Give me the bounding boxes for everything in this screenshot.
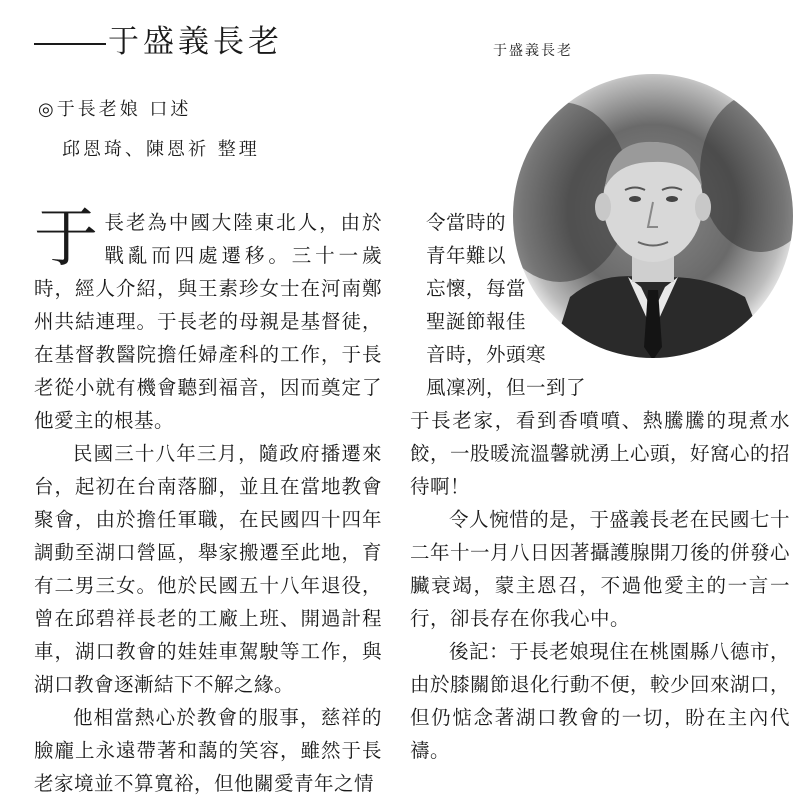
paragraph-6: 後記：于長老娘現住在桃園縣八德市，由於膝關節退化行動不便，較少回來湖口，但仍惦念著湖口教會的一切，盼在主內代禱。 (410, 640, 791, 762)
title-dash (34, 43, 106, 45)
right-column (410, 206, 790, 767)
paragraph-1 (34, 202, 382, 437)
article-title-text: 于盛義長老 (108, 24, 283, 60)
wrap-line: 青年難以 (426, 244, 507, 267)
drop-cap: 于 (34, 202, 99, 276)
wrap-line: 忘懷，每當 (426, 277, 527, 300)
paragraph-2: 民國三十八年三月，隨政府播遷來台，起初在台南落腳，並且在當地教會聚會，由於擔任軍職，在民國四十四年調動至湖口營區，舉家搬遷至此地，育有二男三女。他於民國五十八年退役，曾在邱碧祥長老的工廠上班、開過計程車，湖口教會的娃娃車駕駛等工作，與湖口教會逐漸結下不解之緣。 (34, 442, 382, 696)
wrap-line: 音時，外頭寒 (426, 343, 547, 366)
paragraph-5: 令人惋惜的是，于盛義長老在民國七十二年十一月八日因著攝護腺開刀後的併發心臟衰竭，蒙主恩召，不過他愛主的一言一行，卻長存在你我心中。 (410, 508, 791, 630)
photo-caption: 于盛義長老 (493, 43, 573, 59)
paragraph-3: 他相當熱心於教會的服事，慈祥的臉龐上永遠帶著和藹的笑容，雖然于長老家境並不算寬裕，但他關愛青年之情 (34, 706, 382, 795)
wrap-line: 風凜冽，但一到了 (426, 376, 587, 399)
left-column (34, 202, 382, 800)
right-body (410, 404, 790, 767)
paragraph-1-text: 長老為中國大陸東北人，由於戰亂而四處遷移。三十一歲時，經人介紹，與王素珍女士在河南鄭州共結連理。于長老的母親是基督徒，在基督教醫院擔任婦產科的工作，于長老從小就有機會聽到福音，因而奠定了他愛主的根基。 (34, 211, 382, 432)
editors-byline: 邱恩琦、陳恩祈 整理 (62, 139, 260, 160)
article-title (34, 22, 283, 62)
paragraph-4: 于長老家，看到香噴噴、熱騰騰的現煮水餃，一股暖流溫馨就湧上心頭，好窩心的招待啊！ (410, 409, 791, 498)
wrap-line: 聖誕節報佳 (426, 310, 527, 333)
narrator-byline: ◎于長老娘 口述 (38, 99, 192, 120)
wrap-line: 令當時的 (426, 211, 507, 234)
